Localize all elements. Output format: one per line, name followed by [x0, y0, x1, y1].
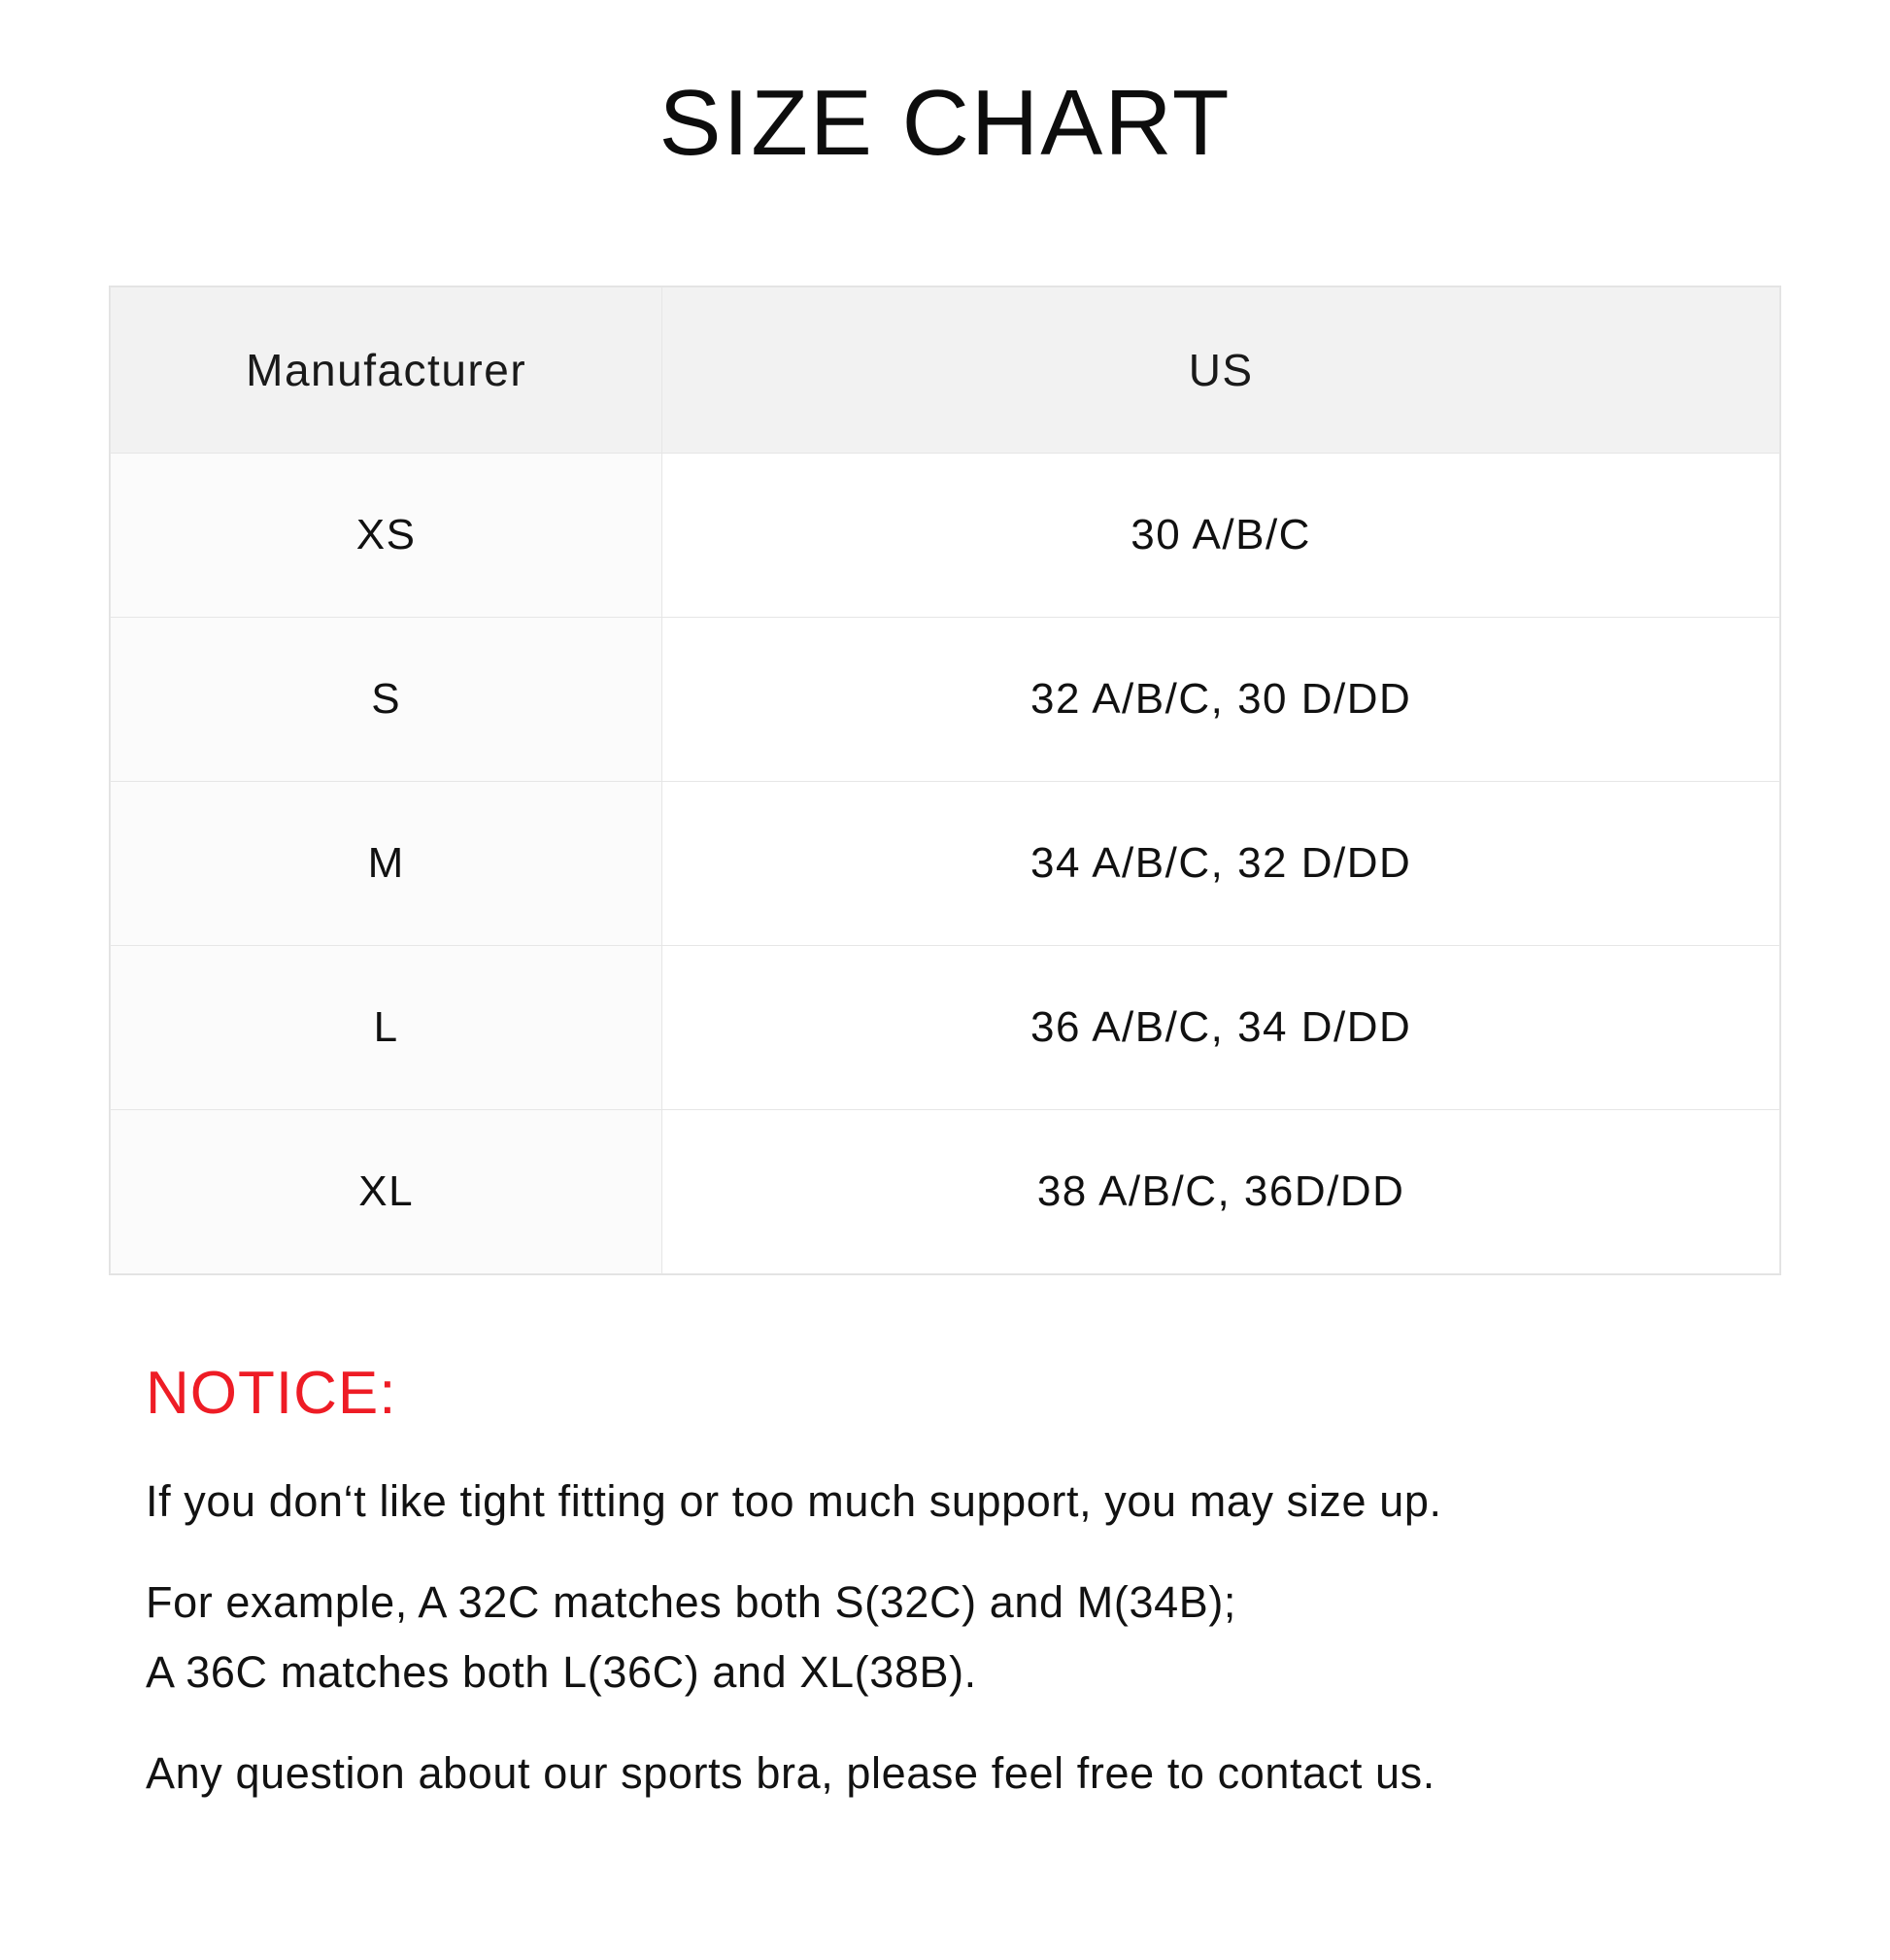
- table-header-row: [111, 287, 1780, 454]
- cell-manufacturer: XS: [111, 454, 662, 618]
- table-row: [111, 618, 1780, 782]
- table-row: [111, 1110, 1780, 1274]
- size-chart-page: [0, 70, 1890, 1960]
- cell-us: 34 A/B/C, 32 D/DD: [662, 782, 1780, 946]
- notice-text-example-2: A 36C matches both L(36C) and XL(38B).: [146, 1646, 977, 1697]
- cell-manufacturer: XL: [111, 1110, 662, 1274]
- cell-us: 38 A/B/C, 36D/DD: [662, 1110, 1780, 1274]
- table-row: [111, 946, 1780, 1110]
- table-row: [111, 454, 1780, 618]
- cell-us: 32 A/B/C, 30 D/DD: [662, 618, 1780, 782]
- notice-heading: NOTICE:: [146, 1360, 397, 1427]
- notice-text-example-1: For example, A 32C matches both S(32C) and M(34B);: [146, 1576, 1237, 1627]
- table-header: [111, 287, 1780, 454]
- cell-us: 36 A/B/C, 34 D/DD: [662, 946, 1780, 1110]
- cell-manufacturer: S: [111, 618, 662, 782]
- size-chart-table: [110, 287, 1780, 1274]
- table-body: [111, 454, 1780, 1274]
- cell-us: 30 A/B/C: [662, 454, 1780, 618]
- notice-text-size-up: If you don‘t like tight fitting or too much support, you may size up.: [146, 1476, 1442, 1526]
- cell-manufacturer: L: [111, 946, 662, 1110]
- column-header-manufacturer: Manufacturer: [111, 287, 662, 454]
- size-chart-table-wrapper: [109, 286, 1781, 1275]
- table-row: [111, 782, 1780, 946]
- notice-section: [146, 1359, 1781, 1805]
- column-header-us: US: [662, 287, 1780, 454]
- cell-manufacturer: M: [111, 782, 662, 946]
- notice-text-contact: Any question about our sports bra, please feel free to contact us.: [146, 1747, 1435, 1798]
- page-title: SIZE CHART: [658, 71, 1232, 175]
